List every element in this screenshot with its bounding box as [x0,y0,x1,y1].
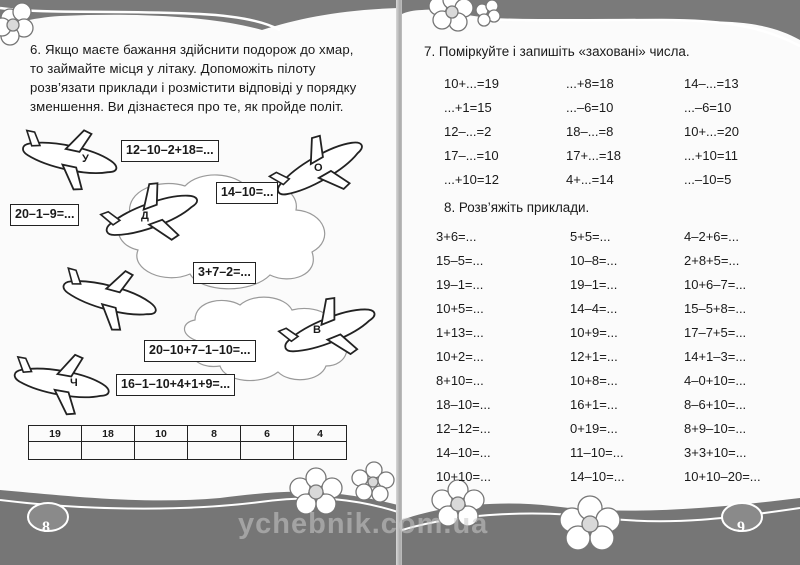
example: 4–0+10=... [684,373,747,388]
example: 14–10=... [570,469,625,484]
example: 10+10=... [436,469,491,484]
example: 8+10=... [436,373,484,388]
equation: 4+...=14 [566,172,614,187]
example: 10+10–20=... [684,469,761,484]
equation: 12–...=2 [444,124,492,139]
task-7-title: 7. Поміркуйте і запишіть «заховані» числа. [424,44,690,59]
plane-expression: 20–10+7–1–10=... [144,340,256,362]
equation: 14–...=13 [684,76,739,91]
answer-letter-cell[interactable] [241,442,294,460]
task-6-text: 6. Якщо маєте бажання здійснити подорож до хмар, то займайте місця у літаку. Допоможіть пілоту розв’язати приклади і розмістити відповіді у порядку зменшення. Ви дізнаєтеся про те, як пройде політ. [30,42,357,114]
example: 19–1=... [436,277,484,292]
plane-letter: О [314,162,323,174]
answer-letter-cell[interactable] [135,442,188,460]
page-number: 9 [737,519,745,536]
example: 8–6+10=... [684,397,747,412]
equation: ...+10=12 [444,172,499,187]
example: 17–7+5=... [684,325,747,340]
example: 14–4=... [570,301,618,316]
watermark: ychebnik.com.ua [238,508,489,540]
example: 2+8+5=... [684,253,740,268]
example: 19–1=... [570,277,618,292]
answer-letter-cell[interactable] [82,442,135,460]
example: 10+5=... [436,301,484,316]
example: 0+19=... [570,421,618,436]
equation: ...–6=10 [566,100,614,115]
right-page [402,0,800,565]
example: 16+1=... [570,397,618,412]
example: 8+9–10=... [684,421,747,436]
answer-table [28,425,347,460]
plane-expression: 14–10=... [216,182,278,204]
plane-letter: Д [141,210,149,222]
equation: ...+1=15 [444,100,492,115]
answer-number: 8 [188,426,241,442]
example: 1+13=... [436,325,484,340]
left-page [0,0,398,565]
example: 3+3+10=... [684,445,747,460]
plane-icon [56,257,164,340]
answer-letter-cell[interactable] [29,442,82,460]
plane-expression: 3+7–2=... [193,262,256,284]
example: 15–5+8=... [684,301,747,316]
plane-icon [274,284,385,375]
example: 10+6–7=... [684,277,747,292]
equation: 17+...=18 [566,148,621,163]
example: 5+5=... [570,229,611,244]
example: 3+6=... [436,229,477,244]
example: 10+2=... [436,349,484,364]
task-7-grid [444,76,784,186]
equation: 10+...=19 [444,76,499,91]
equation: 10+...=20 [684,124,739,139]
flower-icon [429,0,500,31]
answer-number: 19 [29,426,82,442]
plane-expression: 16–1–10+4+1+9=... [116,374,235,396]
equation: ...+10=11 [684,148,738,163]
plane-letter: В [313,324,321,336]
plane-expression: 12–10–2+18=... [121,140,219,162]
example: 10–8=... [570,253,618,268]
equation: ...–10=5 [684,172,732,187]
task-8-grid [436,229,786,489]
example: 12+1=... [570,349,618,364]
example: 4–2+6=... [684,229,739,244]
plane-letter: Ч [70,377,78,389]
equation: 18–...=8 [566,124,614,139]
plane-expression: 20–1–9=... [10,204,79,226]
answer-number: 18 [82,426,135,442]
example: 14+1–3=... [684,349,747,364]
equation: ...+8=18 [566,76,614,91]
task-8-title: 8. Розв’яжіть приклади. [444,200,590,215]
example: 15–5=... [436,253,484,268]
example: 11–10=... [570,445,624,460]
example: 10+8=... [570,373,618,388]
answer-number: 4 [294,426,347,442]
answer-letter-cell[interactable] [188,442,241,460]
answer-number: 10 [135,426,188,442]
equation: 17–...=10 [444,148,499,163]
plane-icon [10,345,114,421]
example: 10+9=... [570,325,618,340]
plane-icon [97,171,207,260]
plane-letter: У [82,153,89,165]
page-number: 8 [42,519,50,536]
example: 12–12=... [436,421,491,436]
equation: ...–6=10 [684,100,732,115]
answer-letter-cell[interactable] [294,442,347,460]
answer-number: 6 [241,426,294,442]
plane-icon [17,119,123,198]
example: 18–10=... [436,397,491,412]
example: 14–10=... [436,445,491,460]
